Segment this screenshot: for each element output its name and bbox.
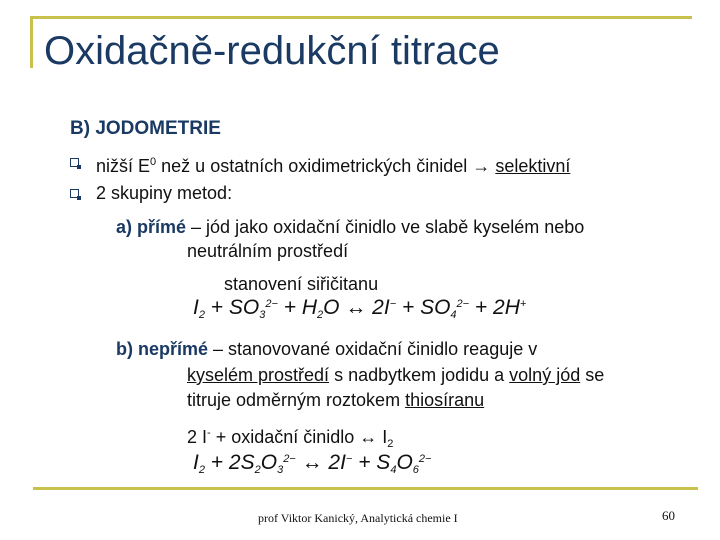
reaction-text-mid: + oxidační činidlo ↔ I	[210, 427, 388, 447]
subitem-b-text: – stanovované oxidační činidlo reaguje v	[208, 339, 538, 359]
subitem-b-underlined-3: thiosíranu	[405, 390, 485, 410]
eq1-hydrogen-sup: +	[519, 298, 527, 310]
eq1-plus-3: +	[396, 296, 421, 319]
eq1-so3-sup: 2−	[265, 298, 278, 310]
subitem-a-line-1	[116, 216, 584, 238]
section-heading: B) JODOMETRIE	[70, 118, 221, 139]
bullet-icon	[70, 189, 79, 198]
bullet-1-superscript: 0	[150, 156, 157, 168]
eq1-i2-sub: 2	[198, 309, 205, 321]
subitem-b-label: b) nepřímé	[116, 339, 209, 359]
eq1-hydrogen: 2H	[493, 296, 520, 319]
slide-title: Oxidačně-redukční titrace	[44, 29, 500, 73]
eq2-s2o3-sub-1: 2	[254, 464, 261, 476]
subitem-b-text-mid: s nadbytkem jodidu a	[329, 365, 510, 385]
eq2-s2o3-sub-2: 3	[277, 464, 284, 476]
eq1-plus-4: +	[469, 296, 494, 319]
subitem-b-text-end: se	[580, 365, 605, 385]
eq2-s4o6-sub-1: 4	[390, 464, 397, 476]
equation-thiosulfate	[193, 451, 431, 476]
eq2-s4o6: S	[376, 451, 391, 474]
equation-sulfite	[193, 296, 526, 321]
bullet-item-2: 2 skupiny metod:	[96, 183, 233, 203]
eq2-s4o6-sup: 2−	[418, 453, 432, 465]
eq2-i2: I	[193, 451, 199, 474]
eq1-arrow: ↔	[339, 296, 373, 319]
eq2-i2-sub: 2	[198, 464, 205, 476]
page-number: 60	[662, 508, 675, 523]
reaction-text: 2 I	[187, 427, 208, 447]
eq1-h2o-o: O	[323, 296, 340, 319]
subitem-b-line-3	[187, 389, 484, 411]
eq2-s2o3-o: O	[260, 451, 278, 474]
reaction-sup: -	[207, 427, 211, 439]
subitem-b-line-2	[187, 364, 604, 386]
eq1-iodide-sup: −	[389, 298, 397, 310]
eq2-plus-2: +	[352, 451, 377, 474]
bullet-1-text-rest: než u ostatních oxidimetrických činidel →	[156, 156, 496, 176]
eq1-i2: I	[193, 296, 199, 319]
eq2-s2o3-sup: 2−	[283, 453, 296, 465]
subitem-b-line-1	[116, 338, 537, 360]
subitem-a-line-2: neutrálním prostředí	[187, 241, 349, 261]
eq1-h2o-sub: 2	[317, 309, 324, 321]
subitem-b-underlined-2: volný jód	[509, 365, 581, 385]
eq1-so4: SO	[420, 296, 451, 319]
frame-top-rule	[30, 16, 692, 19]
bullet-1-underlined-term: selektivní	[495, 156, 571, 176]
eq1-plus-1: +	[204, 296, 229, 319]
frame-left-rule	[30, 16, 33, 68]
bullet-1-text: nižší E	[96, 156, 151, 176]
subitem-a-text: – jód jako oxidační činidlo ve slabě kyselém nebo	[186, 217, 585, 237]
eq1-so4-sup: 2−	[456, 298, 470, 310]
eq2-iodide-sup: −	[345, 453, 353, 465]
reaction-sub: 2	[387, 438, 394, 450]
subitem-a-label: a) přímé	[116, 217, 187, 237]
eq2-iodide: 2I	[328, 451, 346, 474]
subitem-b-underlined-1: kyselém prostředí	[187, 365, 330, 385]
eq1-so4-sub: 4	[450, 309, 457, 321]
eq2-arrow: ↔	[295, 451, 329, 474]
subitem-b-text-3: titruje odměrným roztokem	[187, 390, 406, 410]
footer-rule	[33, 487, 698, 490]
eq2-s2o3: 2S	[228, 451, 255, 474]
eq2-s4o6-o: O	[396, 451, 413, 474]
eq2-s4o6-sub-2: 6	[412, 464, 419, 476]
eq1-so3: SO	[228, 296, 260, 319]
subitem-a-line-3: stanovení siřičitanu	[224, 274, 379, 294]
eq1-so3-sub: 3	[259, 309, 266, 321]
eq1-plus-2: +	[277, 296, 302, 319]
bullet-icon	[70, 158, 79, 167]
eq1-iodide: 2I	[372, 296, 390, 319]
eq1-h2o-h: H	[301, 296, 318, 319]
bullet-item-1	[96, 151, 570, 177]
footer-author: prof Viktor Kanický, Analytická chemie I	[258, 511, 458, 525]
eq2-plus-1: +	[204, 451, 229, 474]
